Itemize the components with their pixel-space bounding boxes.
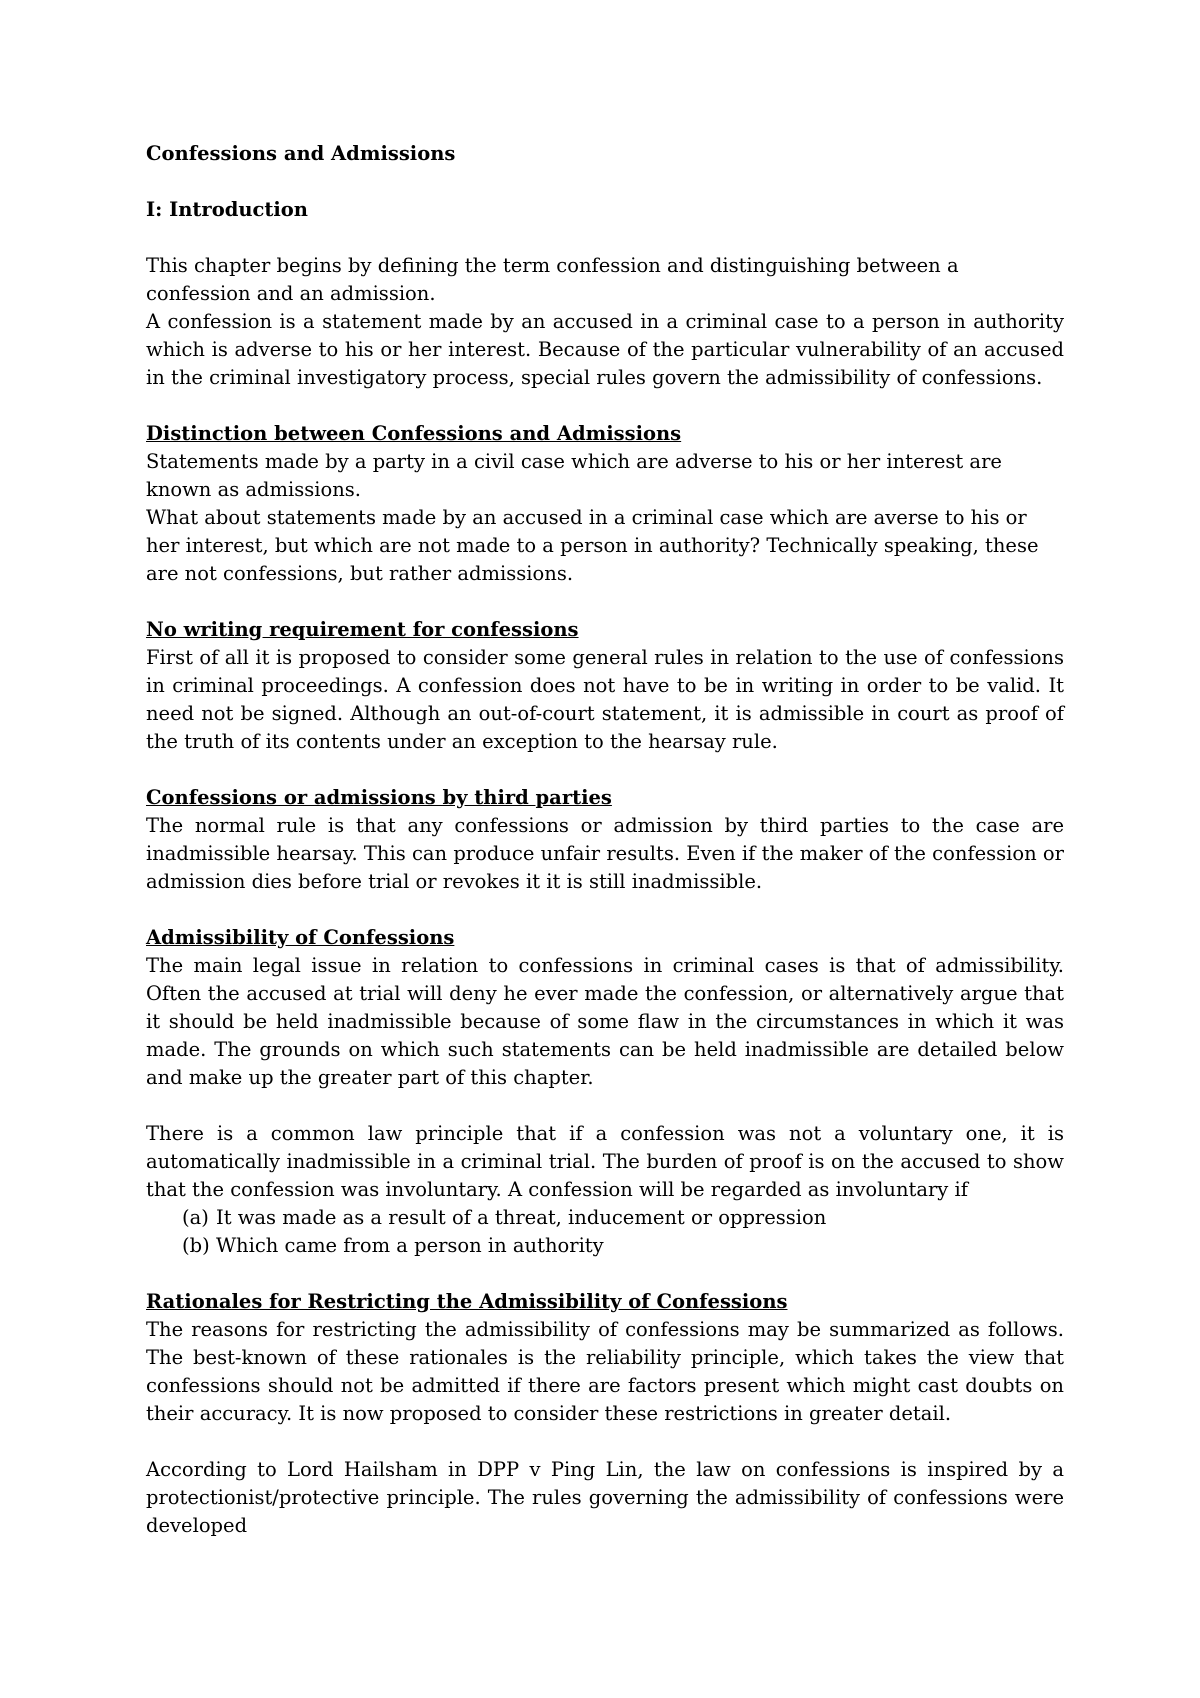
admissibility-paragraph-1: The main legal issue in relation to confessions in criminal cases is that of admissibility. Often the accused at trial will deny he ever made the confession, or alternatively argue that it should be held inadmissible because of some flaw in the circumstances in which it was made. The grounds on which such statements can be held inadmissible are detailed below and make up the greater part of this chapter.: [146, 954, 1064, 1089]
distinction-paragraph-2: What about statements made by an accused in a criminal case which are averse to his or her interest, but which are not made to a person in authority? Technically speaking, these are not confessions, but rather admissions.: [146, 506, 1039, 585]
intro-paragraph-2: A confession is a statement made by an accused in a criminal case to a person in authority which is adverse to his or her interest. Because of the particular vulnerability of an accused in the criminal investigatory process, special rules govern the admissibility of confessions.: [146, 310, 1064, 389]
intro-paragraph-1: This chapter begins by defining the term confession and distinguishing between a confession and an admission.: [146, 254, 959, 305]
no-writing-paragraph: First of all it is proposed to consider some general rules in relation to the use of confessions in criminal proceedings. A confession does not have to be in writing in order to be valid. It need not be signed. Although an out-of-court statement, it is admissible in court as proof of the truth of its contents under an exception to the hearsay rule.: [146, 646, 1064, 753]
involuntary-conditions-list: [146, 1204, 1064, 1260]
spacer: [146, 168, 1064, 196]
admissibility-paragraph-2: There is a common law principle that if a confession was not a voluntary one, it is automatically inadmissible in a criminal trial. The burden of proof is on the accused to show that the confession was involuntary. A confession will be regarded as involuntary if: [146, 1122, 1064, 1201]
subheading-distinction: Distinction between Confessions and Admissions: [146, 422, 682, 445]
rationales-paragraph-2: According to Lord Hailsham in DPP v Ping Lin, the law on confessions is inspired by a protectionist/protective principle. The rules governing the admissibility of confessions were developed: [146, 1458, 1064, 1537]
document-page: [146, 140, 1064, 1540]
distinction-paragraph-1: Statements made by a party in a civil case which are adverse to his or her interest are known as admissions.: [146, 450, 1002, 501]
subheading-rationales: Rationales for Restricting the Admissibility of Confessions: [146, 1290, 788, 1313]
spacer: [146, 756, 1064, 784]
list-item: [146, 1204, 1064, 1232]
list-marker: (a): [182, 1206, 209, 1229]
third-parties-paragraph: The normal rule is that any confessions or admission by third parties to the case are inadmissible hearsay. This can produce unfair results. Even if the maker of the confession or admission dies before trial or revokes it it is still inadmissible.: [146, 814, 1064, 893]
spacer: [146, 588, 1064, 616]
spacer: [146, 392, 1064, 420]
spacer: [146, 1260, 1064, 1288]
document-title: Confessions and Admissions: [146, 142, 456, 165]
rationales-paragraph-1: The reasons for restricting the admissibility of confessions may be summarized as follows. The best-known of these rationales is the reliability principle, which takes the view that confessions should not be admitted if there are factors present which might cast doubts on their accuracy. It is now proposed to consider these restrictions in greater detail.: [146, 1318, 1064, 1425]
section-heading-introduction: I: Introduction: [146, 198, 308, 221]
spacer: [146, 224, 1064, 252]
list-item-text: Which came from a person in authority: [216, 1234, 604, 1257]
spacer: [146, 1092, 1064, 1120]
list-marker: (b): [182, 1234, 210, 1257]
list-item: [146, 1232, 1064, 1260]
subheading-admissibility: Admissibility of Confessions: [146, 926, 455, 949]
subheading-third-parties: Confessions or admissions by third parties: [146, 786, 612, 809]
spacer: [146, 896, 1064, 924]
subheading-no-writing: No writing requirement for confessions: [146, 618, 579, 641]
list-item-text: It was made as a result of a threat, inducement or oppression: [216, 1206, 827, 1229]
spacer: [146, 1428, 1064, 1456]
